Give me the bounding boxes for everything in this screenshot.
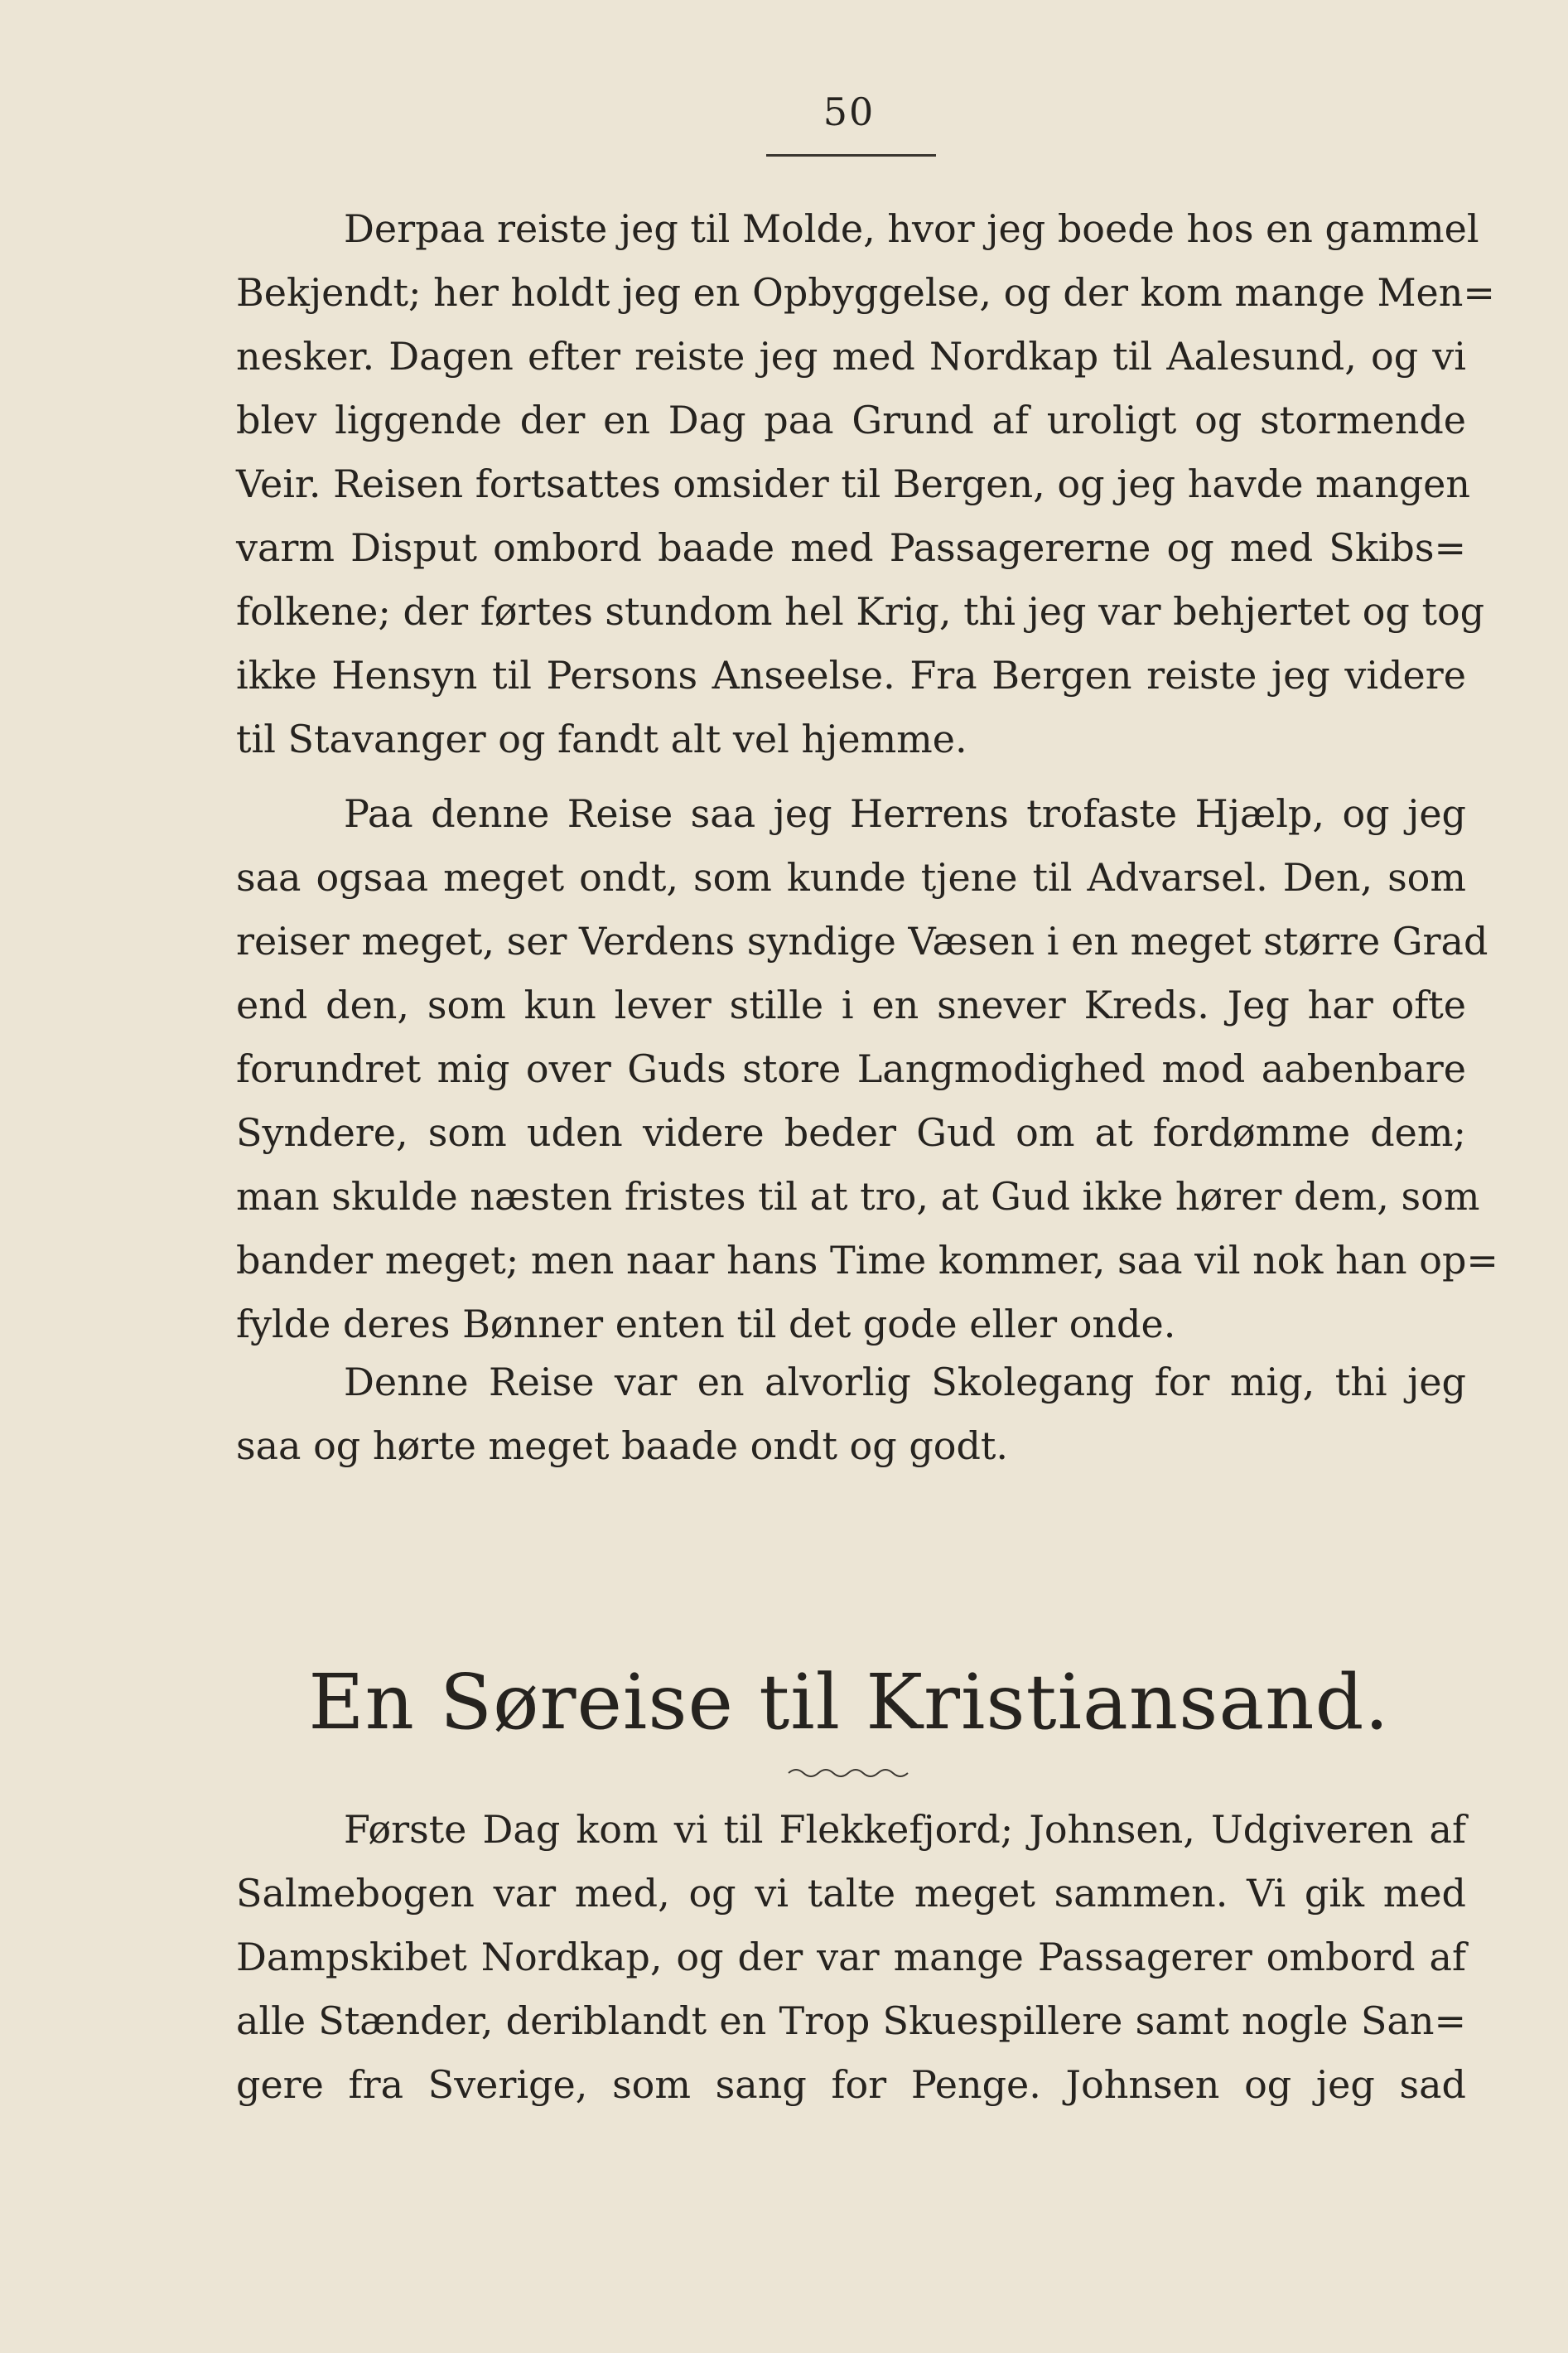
text-line: Veir. Reisen fortsattes omsider til Bergen, og jeg havde mangen (236, 461, 1471, 506)
text-line: Paa denne Reise saa jeg Herrens trofaste Hjælp, og jeg (344, 791, 1466, 836)
text-line: Syndere, som uden videre beder Gud om at fordømme dem; (236, 1110, 1466, 1155)
text-line: fylde deres Bønner enten til det gode eller onde. (236, 1302, 1176, 1346)
text-line: Derpaa reiste jeg til Molde, hvor jeg boede hos en gammel (344, 206, 1479, 251)
text-line: saa ogsaa meget ondt, som kunde tjene til Advarsel. Den, som (236, 855, 1466, 900)
page-number: 50 (823, 89, 876, 134)
paragraph-molde-journey (236, 197, 1495, 771)
paragraph-lords-help (236, 782, 1498, 1356)
section-heading: En Søreise til Kristiansand. (308, 1658, 1390, 1747)
paragraph-flekkefjord (236, 1798, 1466, 2117)
text-line: ikke Hensyn til Persons Anseelse. Fra Bergen reiste jeg videre (236, 653, 1466, 698)
text-line: Bekjendt; her holdt jeg en Opbyggelse, og der kom mange Men= (236, 270, 1495, 315)
text-line: end den, som kun lever stille i en snever Kreds. Jeg har ofte (236, 983, 1466, 1027)
paragraph-schooling (236, 1350, 1466, 1478)
text-line: Dampskibet Nordkap, og der var mange Passagerer ombord af (236, 1935, 1466, 1979)
text-line: blev liggende der en Dag paa Grund af uroligt og stormende (236, 398, 1466, 442)
text-line: saa og hørte meget baade ondt og godt. (236, 1423, 1009, 1468)
text-line: nesker. Dagen efter reiste jeg med Nordkap til Aalesund, og vi (236, 334, 1466, 379)
wavy-ornament-icon (787, 1765, 911, 1781)
text-line: Salmebogen var med, og vi talte meget sammen. Vi gik med (236, 1871, 1466, 1916)
text-line: reiser meget, ser Verdens syndige Væsen i en meget større Grad (236, 919, 1488, 964)
text-line: Første Dag kom vi til Flekkefjord; Johnsen, Udgiveren af (344, 1807, 1466, 1852)
text-line: varm Disput ombord baade med Passagererne og med Skibs= (236, 525, 1466, 570)
text-line: gere fra Sverige, som sang for Penge. Johnsen og jeg sad (236, 2062, 1466, 2107)
text-line: Denne Reise var en alvorlig Skolegang for mig, thi jeg (344, 1360, 1466, 1404)
text-line: til Stavanger og fandt alt vel hjemme. (236, 717, 967, 761)
header-rule (766, 154, 936, 157)
text-line: forundret mig over Guds store Langmodighed mod aabenbare (236, 1046, 1466, 1091)
text-line: man skulde næsten fristes til at tro, at Gud ikke hører dem, som (236, 1174, 1480, 1219)
text-line: bander meget; men naar hans Time kommer, saa vil nok han op= (236, 1238, 1498, 1283)
text-line: alle Stænder, deriblandt en Trop Skuespillere samt nogle San= (236, 1998, 1466, 2043)
text-line: folkene; der førtes stundom hel Krig, thi jeg var behjertet og tog (236, 589, 1485, 634)
